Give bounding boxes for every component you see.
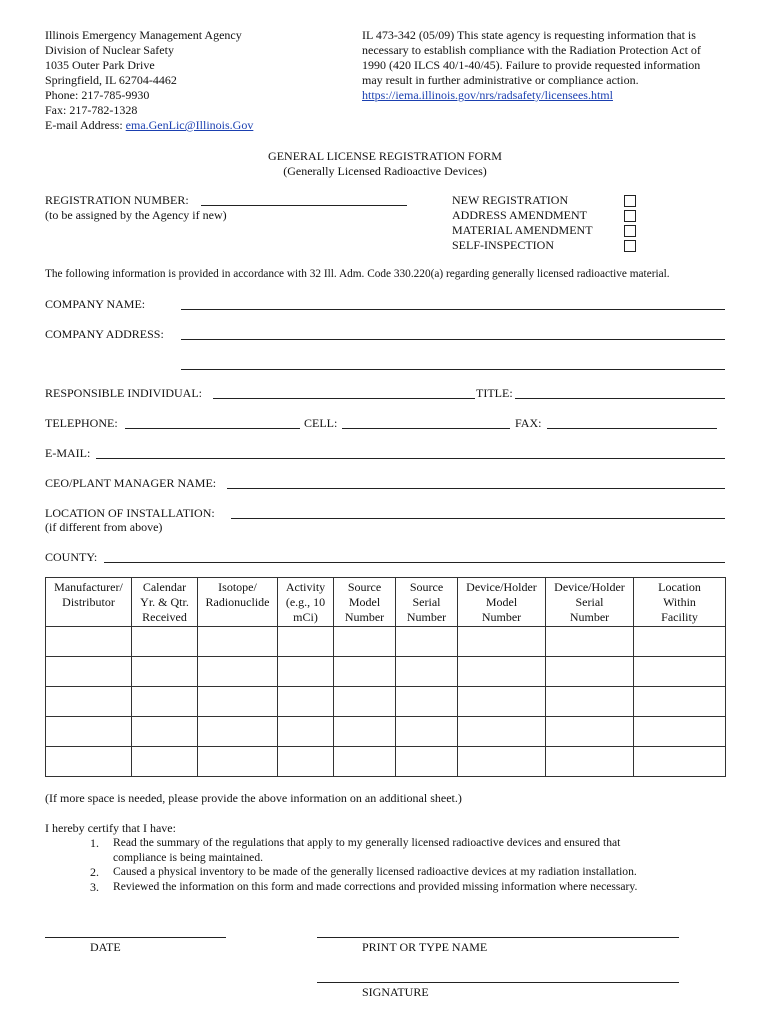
company-address-field-2[interactable] [181, 369, 725, 370]
county-field[interactable] [104, 562, 725, 563]
table-cell-input[interactable] [198, 717, 278, 747]
form-subtitle: (Generally Licensed Radioactive Devices) [283, 164, 487, 178]
table-cell-input[interactable] [198, 687, 278, 717]
printed-name-label: PRINT OR TYPE NAME [362, 940, 488, 954]
address-amendment-checkbox[interactable] [624, 210, 636, 222]
table-cell-input[interactable] [46, 717, 132, 747]
table-cell-input[interactable] [396, 747, 458, 777]
table-row [46, 627, 726, 657]
table-row [46, 687, 726, 717]
title-label: TITLE: [476, 386, 513, 400]
date-field[interactable] [45, 937, 226, 938]
table-cell-input[interactable] [46, 687, 132, 717]
registration-type-label: SELF-INSPECTION [452, 238, 555, 252]
email-field[interactable] [96, 458, 725, 459]
column-header: Location Within Facility [634, 578, 726, 627]
table-cell-input[interactable] [458, 717, 546, 747]
regulation-intro-text: The following information is provided in accordance with 32 Ill. Adm. Code 330.220(a) regarding generally licensed radioactive material. [45, 268, 670, 280]
table-cell-input[interactable] [634, 657, 726, 687]
table-row [46, 717, 726, 747]
licensees-url-link[interactable]: https://iema.illinois.gov/nrs/radsafety/licensees.html [362, 88, 613, 102]
registration-number-field[interactable] [201, 205, 407, 206]
column-header: Manufacturer/ Distributor [46, 578, 132, 627]
table-cell-input[interactable] [278, 717, 334, 747]
form-title: GENERAL LICENSE REGISTRATION FORM [268, 149, 502, 163]
registration-type-self-inspection[interactable] [452, 238, 636, 253]
table-header-row [46, 578, 726, 627]
table-cell-input[interactable] [334, 687, 396, 717]
table-cell-input[interactable] [46, 657, 132, 687]
title-field[interactable] [515, 398, 725, 399]
agency-line: Division of Nuclear Safety [45, 43, 174, 57]
table-cell-input[interactable] [634, 627, 726, 657]
ceo-plant-manager-field[interactable] [227, 488, 725, 489]
fax-field[interactable] [547, 428, 717, 429]
table-cell-input[interactable] [634, 717, 726, 747]
table-cell-input[interactable] [132, 747, 198, 777]
table-cell-input[interactable] [278, 657, 334, 687]
agency-email-row [45, 118, 253, 133]
registration-number-note: (to be assigned by the Agency if new) [45, 208, 227, 222]
cell-field[interactable] [342, 428, 510, 429]
company-address-field-1[interactable] [181, 339, 725, 340]
column-header: Isotope/ Radionuclide [198, 578, 278, 627]
column-header: Source Model Number [334, 578, 396, 627]
agency-email-label: E-mail Address: [45, 118, 123, 132]
notice-line: IL 473-342 (05/09) This state agency is requesting information that is [362, 28, 696, 42]
agency-line: Phone: 217-785-9930 [45, 88, 150, 102]
table-cell-input[interactable] [396, 627, 458, 657]
table-cell-input[interactable] [132, 627, 198, 657]
table-cell-input[interactable] [132, 717, 198, 747]
device-inventory-table [45, 577, 726, 777]
email-label: E-MAIL: [45, 446, 91, 460]
column-header: Device/Holder Model Number [458, 578, 546, 627]
notice-line: necessary to establish compliance with the Radiation Protection Act of [362, 43, 701, 57]
signature-field[interactable] [317, 982, 679, 983]
table-cell-input[interactable] [46, 747, 132, 777]
column-header: Activity (e.g., 10 mCi) [278, 578, 334, 627]
notice-line: 1990 (420 ILCS 40/1-40/45). Failure to provide requested information [362, 58, 701, 72]
table-row [46, 747, 726, 777]
ceo-plant-manager-label: CEO/PLANT MANAGER NAME: [45, 476, 217, 490]
table-cell-input[interactable] [546, 687, 634, 717]
registration-type-label: NEW REGISTRATION [452, 193, 569, 207]
certify-item-text: Read the summary of the regulations that apply to my generally licensed radioactive devices and ensured that [113, 836, 621, 849]
table-cell-input[interactable] [458, 687, 546, 717]
table-cell-input[interactable] [634, 747, 726, 777]
certify-intro: I hereby certify that I have: [45, 821, 176, 835]
table-cell-input[interactable] [546, 627, 634, 657]
company-name-field[interactable] [181, 309, 725, 310]
table-cell-input[interactable] [634, 687, 726, 717]
table-cell-input[interactable] [546, 747, 634, 777]
location-note: (if different from above) [45, 520, 163, 534]
table-cell-input[interactable] [198, 627, 278, 657]
table-cell-input[interactable] [396, 657, 458, 687]
signature-label: SIGNATURE [362, 985, 429, 999]
table-cell-input[interactable] [334, 627, 396, 657]
table-cell-input[interactable] [396, 717, 458, 747]
additional-sheet-note: (If more space is needed, please provide the above information on an additional sheet.) [45, 791, 462, 805]
table-cell-input[interactable] [458, 747, 546, 777]
fax-label: FAX: [515, 416, 542, 430]
registration-type-new[interactable] [452, 193, 636, 208]
certify-item-number: 3. [90, 880, 99, 894]
agency-line: 1035 Outer Park Drive [45, 58, 155, 72]
certify-item-number: 2. [90, 865, 99, 879]
table-cell-input[interactable] [132, 657, 198, 687]
registration-number-label: REGISTRATION NUMBER: [45, 193, 189, 207]
agency-email-link[interactable]: ema.GenLic@Illinois.Gov [125, 118, 254, 132]
table-cell-input[interactable] [278, 747, 334, 777]
new-registration-checkbox[interactable] [624, 195, 636, 207]
registration-type-label: ADDRESS AMENDMENT [452, 208, 588, 222]
registration-type-address[interactable] [452, 208, 636, 223]
certify-item-number: 1. [90, 836, 99, 850]
self-inspection-checkbox[interactable] [624, 240, 636, 252]
table-cell-input[interactable] [278, 687, 334, 717]
registration-type-material[interactable] [452, 223, 636, 238]
certify-item-text: Caused a physical inventory to be made of the generally licensed radioactive devices at my radiation installation. [113, 865, 637, 878]
company-name-label: COMPANY NAME: [45, 297, 146, 311]
certify-item-text: Reviewed the information on this form and made corrections and provided missing information where necessary. [113, 880, 638, 893]
table-cell-input[interactable] [546, 657, 634, 687]
telephone-field[interactable] [125, 428, 300, 429]
table-cell-input[interactable] [396, 687, 458, 717]
table-cell-input[interactable] [278, 627, 334, 657]
location-of-installation-field[interactable] [231, 518, 725, 519]
responsible-individual-label: RESPONSIBLE INDIVIDUAL: [45, 386, 202, 400]
table-cell-input[interactable] [458, 657, 546, 687]
company-address-label: COMPANY ADDRESS: [45, 327, 164, 341]
location-of-installation-label: LOCATION OF INSTALLATION: [45, 506, 215, 520]
column-header: Calendar Yr. & Qtr. Received [132, 578, 198, 627]
table-cell-input[interactable] [334, 747, 396, 777]
table-cell-input[interactable] [132, 687, 198, 717]
table-cell-input[interactable] [198, 657, 278, 687]
material-amendment-checkbox[interactable] [624, 225, 636, 237]
responsible-individual-field[interactable] [213, 398, 475, 399]
county-label: COUNTY: [45, 550, 98, 564]
agency-line: Fax: 217-782-1328 [45, 103, 138, 117]
printed-name-field[interactable] [317, 937, 679, 938]
date-label: DATE [90, 940, 121, 954]
agency-line: Springfield, IL 62704-4462 [45, 73, 177, 87]
table-cell-input[interactable] [546, 717, 634, 747]
notice-line: may result in further administrative or compliance action. [362, 73, 639, 87]
telephone-label: TELEPHONE: [45, 416, 118, 430]
table-cell-input[interactable] [334, 717, 396, 747]
privacy-notice-block [362, 28, 701, 103]
table-cell-input[interactable] [458, 627, 546, 657]
column-header: Source Serial Number [396, 578, 458, 627]
agency-address-block [45, 28, 253, 133]
cell-label: CELL: [304, 416, 338, 430]
agency-line: Illinois Emergency Management Agency [45, 28, 242, 42]
registration-type-label: MATERIAL AMENDMENT [452, 223, 593, 237]
table-cell-input[interactable] [46, 627, 132, 657]
column-header: Device/Holder Serial Number [546, 578, 634, 627]
table-cell-input[interactable] [198, 747, 278, 777]
table-cell-input[interactable] [334, 657, 396, 687]
certify-item-text-continued: compliance is being maintained. [113, 851, 264, 864]
table-row [46, 657, 726, 687]
